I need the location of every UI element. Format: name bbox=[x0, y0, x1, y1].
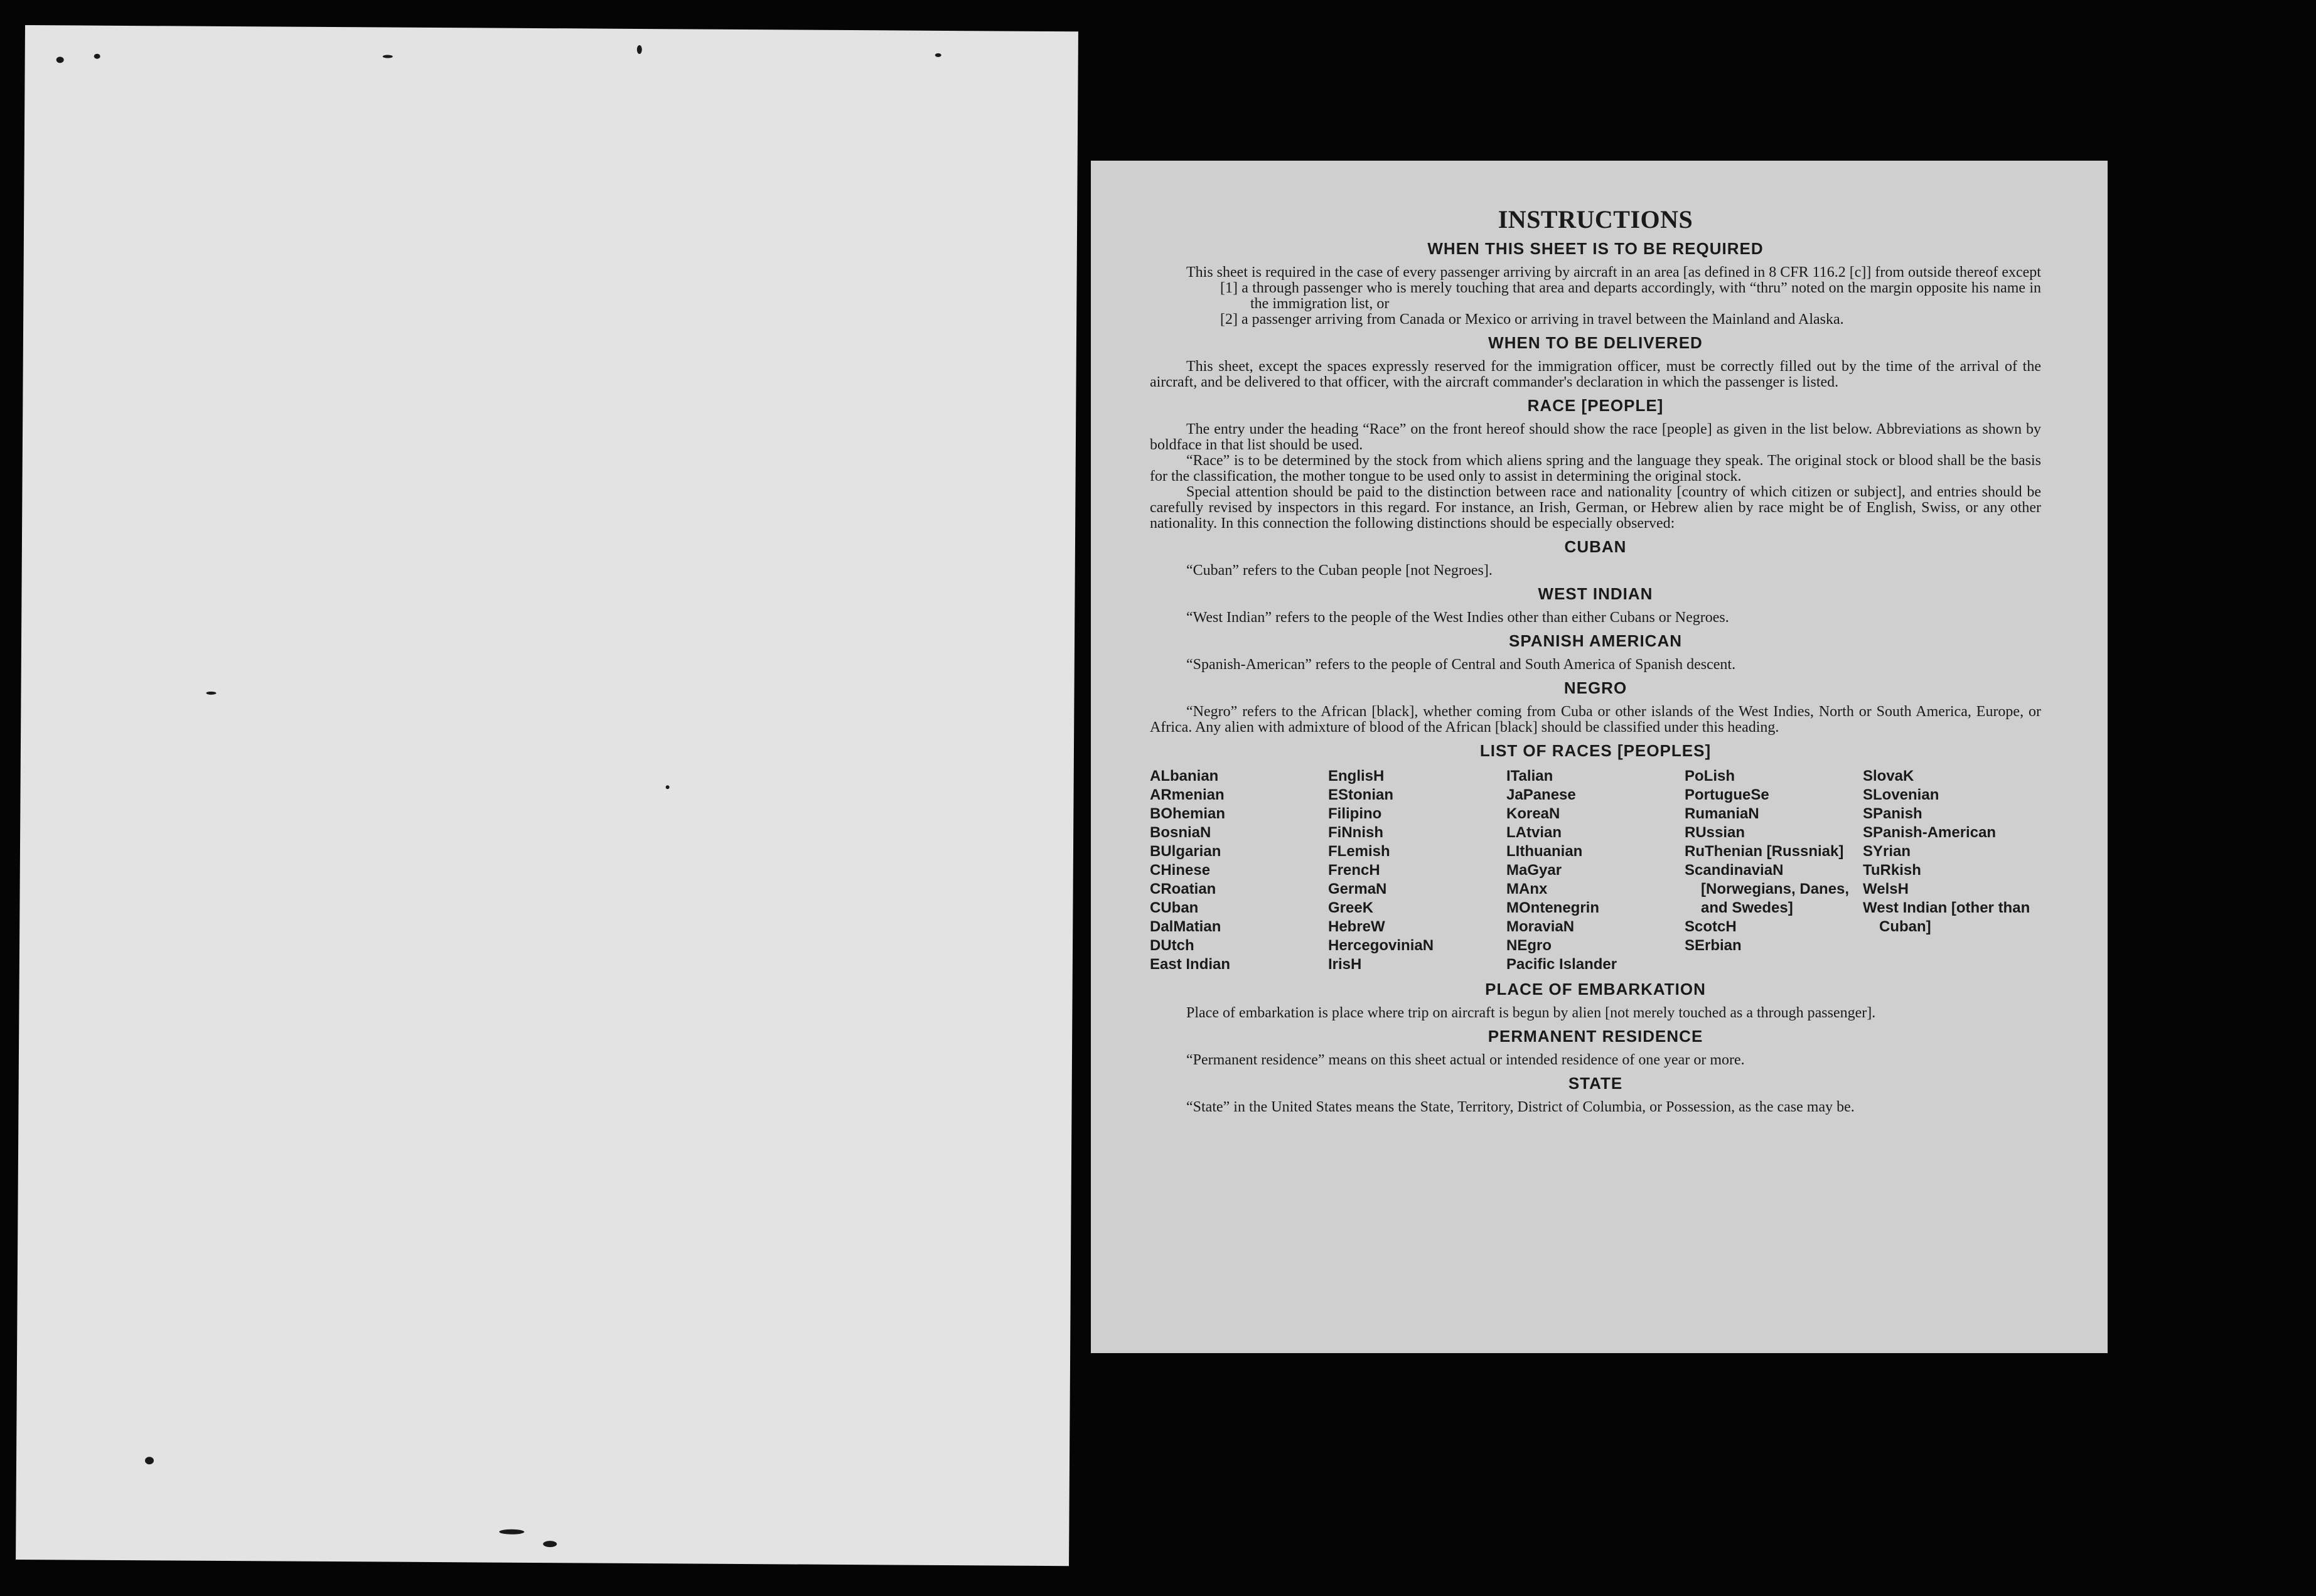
race-entry: ITalian bbox=[1506, 768, 1553, 785]
race-entry: SYrian bbox=[1863, 843, 1911, 860]
race-entry: GreeK bbox=[1328, 899, 1374, 916]
race-entry: MAnx bbox=[1506, 881, 1548, 897]
race-entry: KoreaN bbox=[1506, 805, 1560, 822]
blank-back-page bbox=[16, 25, 1078, 1566]
race-entry: LAtvian bbox=[1506, 824, 1562, 841]
section-heading: STATE bbox=[1568, 1074, 1623, 1093]
races-list bbox=[1150, 767, 2041, 974]
section-paragraph: “Race” is to be determined by the stock from which aliens spring and the language they speak. The original stock or blood shall be the basis for the classification, the mother tongue to be used only to assist in determining the original stock. bbox=[1150, 453, 2041, 485]
race-entry: TuRkish bbox=[1863, 862, 1921, 879]
document-title: INSTRUCTIONS bbox=[1498, 205, 1693, 233]
section-paragraph: The entry under the heading “Race” on the front hereof should show the race [people] as given in the list below. Abbreviations as shown by boldface in that list should be used. bbox=[1150, 421, 2041, 453]
races-heading: LIST OF RACES [PEOPLES] bbox=[1479, 741, 1712, 760]
race-entry: ARmenian bbox=[1150, 786, 1225, 803]
race-entry: MOntenegrin bbox=[1506, 899, 1599, 916]
race-entry: SPanish-American bbox=[1863, 824, 1997, 841]
ink-speck bbox=[543, 1541, 557, 1547]
race-entry: ScandinaviaN [Norwegians, Danes, and Swedes] bbox=[1685, 862, 1850, 916]
race-entry: NEgro bbox=[1506, 937, 1552, 954]
race-entry: Filipino bbox=[1328, 805, 1382, 822]
race-entry: CRoatian bbox=[1150, 881, 1216, 897]
ink-speck bbox=[56, 56, 64, 63]
races-column bbox=[1150, 767, 1328, 974]
ink-speck bbox=[666, 785, 670, 789]
exception-item: [2] a passenger arriving from Canada or Mexico or arriving in travel between the Mainland and Alaska. bbox=[1220, 311, 1844, 328]
ink-speck bbox=[383, 55, 393, 58]
ink-speck bbox=[637, 45, 642, 54]
ink-speck bbox=[94, 54, 100, 59]
race-entry: HercegoviniaN bbox=[1328, 937, 1434, 954]
exception-item: [1] a through passenger who is merely touching that area and departs accordingly, with “thru” noted on the margin opposite his name in the immigration list, or bbox=[1220, 280, 2041, 312]
section-heading: WHEN THIS SHEET IS TO BE REQUIRED bbox=[1427, 239, 1764, 258]
race-entry: DUtch bbox=[1150, 937, 1194, 954]
race-entry: JaPanese bbox=[1506, 786, 1576, 803]
section-paragraph: “State” in the United States means the State, Territory, District of Columbia, or Possession, as the case may be. bbox=[1186, 1099, 1855, 1115]
races-column bbox=[1863, 767, 2041, 974]
race-entry: PoLish bbox=[1685, 768, 1735, 785]
race-entry: DalMatian bbox=[1150, 918, 1221, 935]
section-heading: WHEN TO BE DELIVERED bbox=[1488, 333, 1703, 352]
race-entry: West Indian [other than Cuban] bbox=[1863, 899, 2030, 935]
section-paragraph: This sheet is required in the case of every passenger arriving by aircraft in an area [as defined in 8 CFR 116.2 [c]] from outside thereof except bbox=[1186, 264, 2041, 281]
section-paragraph: “Spanish-American” refers to the people of Central and South America of Spanish descent. bbox=[1186, 656, 1736, 673]
section-heading: WEST INDIAN bbox=[1538, 584, 1653, 603]
race-entry: ScotcH bbox=[1685, 918, 1737, 935]
race-entry: BUlgarian bbox=[1150, 843, 1221, 860]
section-heading: CUBAN bbox=[1564, 537, 1627, 556]
race-entry: East Indian bbox=[1150, 956, 1231, 973]
race-entry: FrencH bbox=[1328, 862, 1380, 879]
instructions-page bbox=[1091, 161, 2108, 1353]
race-entry: FLemish bbox=[1328, 843, 1390, 860]
race-entry: ALbanian bbox=[1150, 768, 1219, 785]
section-paragraph: This sheet, except the spaces expressly reserved for the immigration officer, must be correctly filled out by the time of the arrival of the aircraft, and be delivered to that officer, with the aircraft commander's declaration in which the passenger is listed. bbox=[1150, 358, 2041, 390]
races-column bbox=[1328, 767, 1506, 974]
section-heading: PERMANENT RESIDENCE bbox=[1488, 1027, 1703, 1046]
races-column bbox=[1506, 767, 1685, 974]
race-entry: MaGyar bbox=[1506, 862, 1562, 879]
race-entry: IrisH bbox=[1328, 956, 1362, 973]
ink-speck bbox=[206, 692, 216, 695]
race-entry: RUssian bbox=[1685, 824, 1745, 841]
race-entry: GermaN bbox=[1328, 881, 1387, 897]
race-entry: EnglisH bbox=[1328, 768, 1385, 785]
ink-speck bbox=[499, 1529, 524, 1534]
race-entry: Pacific Islander bbox=[1506, 956, 1617, 973]
race-entry: HebreW bbox=[1328, 918, 1385, 935]
section-paragraph: Place of embarkation is place where trip on aircraft is begun by alien [not merely touched as a through passenger]. bbox=[1186, 1005, 1876, 1021]
section-paragraph: “Permanent residence” means on this sheet actual or intended residence of one year or more. bbox=[1186, 1052, 1745, 1068]
section-heading: SPANISH AMERICAN bbox=[1508, 631, 1682, 650]
race-entry: WelsH bbox=[1863, 881, 1909, 897]
races-column bbox=[1685, 767, 1863, 974]
race-entry: BosniaN bbox=[1150, 824, 1211, 841]
race-entry: SLovenian bbox=[1863, 786, 1939, 803]
race-entry: LIthuanian bbox=[1506, 843, 1583, 860]
ink-speck bbox=[935, 53, 941, 57]
race-entry: SPanish bbox=[1863, 805, 1922, 822]
race-entry: BOhemian bbox=[1150, 805, 1226, 822]
race-entry: CUban bbox=[1150, 899, 1199, 916]
race-entry: SErbian bbox=[1685, 937, 1742, 954]
section-paragraph: Special attention should be paid to the distinction between race and nationality [country of which citizen or subject], and entries should be carefully revised by inspectors in this regard. For instance, an Irish, German, or Hebrew alien by race might be of English, Swiss, or any other nationality. In this connection the following distinctions should be especially observed: bbox=[1150, 484, 2041, 532]
race-entry: EStonian bbox=[1328, 786, 1394, 803]
section-paragraph: “West Indian” refers to the people of the West Indies other than either Cubans or Negroes. bbox=[1186, 609, 1729, 626]
race-entry: RuThenian [Russniak] bbox=[1685, 843, 1844, 860]
race-entry: CHinese bbox=[1150, 862, 1211, 879]
race-entry: SlovaK bbox=[1863, 768, 1914, 785]
section-heading: NEGRO bbox=[1563, 678, 1627, 697]
section-paragraph: “Negro” refers to the African [black], whether coming from Cuba or other islands of the West Indies, North or South America, Europe, or Africa. Any alien with admixture of blood of the African [black] should be classified under this heading. bbox=[1150, 704, 2041, 736]
ink-speck bbox=[145, 1457, 154, 1464]
race-entry: MoraviaN bbox=[1506, 918, 1575, 935]
race-entry: RumaniaN bbox=[1685, 805, 1759, 822]
instructions-document bbox=[1150, 206, 2041, 1115]
section-heading: PLACE OF EMBARKATION bbox=[1485, 980, 1706, 999]
section-heading: RACE [PEOPLE] bbox=[1527, 396, 1664, 415]
race-entry: FiNnish bbox=[1328, 824, 1383, 841]
section-paragraph: “Cuban” refers to the Cuban people [not Negroes]. bbox=[1186, 562, 1493, 579]
race-entry: PortugueSe bbox=[1685, 786, 1769, 803]
